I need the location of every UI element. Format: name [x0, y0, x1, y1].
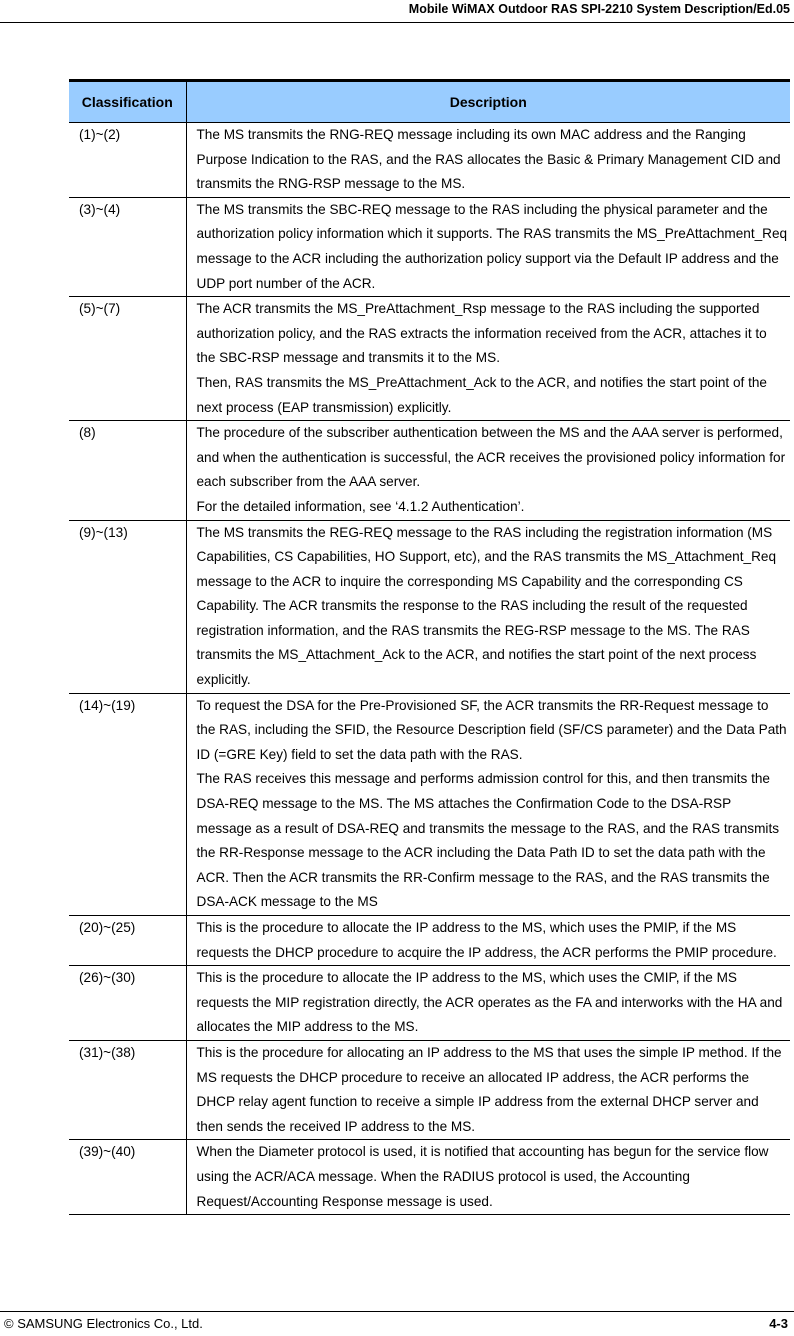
- table-row: [69, 421, 790, 520]
- row-description: This is the procedure to allocate the IP address to the MS, which uses the CMIP, if the MS requests the MIP registration directly, the ACR operates as the FA and interworks with the HA and allocates the MIP address to the MS.: [186, 966, 790, 1041]
- table-row: [69, 520, 790, 693]
- table-row: [69, 693, 790, 915]
- row-classification: (31)~(38): [69, 1040, 186, 1139]
- footer-copyright: © SAMSUNG Electronics Co., Ltd.: [4, 1316, 203, 1331]
- footer-divider: [0, 1311, 794, 1312]
- row-description: The ACR transmits the MS_PreAttachment_Rsp message to the RAS including the supported authorization policy, and the RAS extracts the information received from the ACR, attaches it to the SBC-RSP message and transmits it to the MS. Then, RAS transmits the MS_PreAttachment_Ack to the ACR, and notifies the start point of the next process (EAP transmission) explicitly.: [186, 297, 790, 421]
- row-description: The MS transmits the SBC-REQ message to the RAS including the physical parameter and the authorization policy information which it supports. The RAS transmits the MS_PreAttachment_Req message to the ACR including the authorization policy support via the Default IP address and the UDP port number of the ACR.: [186, 197, 790, 296]
- procedure-description-table: [69, 79, 790, 1215]
- row-description: When the Diameter protocol is used, it is notified that accounting has begun for the service flow using the ACR/ACA message. When the RADIUS protocol is used, the Accounting Request/Accounting Response message is used.: [186, 1140, 790, 1215]
- row-description: This is the procedure to allocate the IP address to the MS, which uses the PMIP, if the MS requests the DHCP procedure to acquire the IP address, the ACR performs the PMIP procedure.: [186, 916, 790, 966]
- row-description: The MS transmits the RNG-REQ message including its own MAC address and the Ranging Purpose Indication to the RAS, and the RAS allocates the Basic & Primary Management CID and transmits the RNG-RSP message to the MS.: [186, 123, 790, 198]
- table-row: [69, 123, 790, 198]
- row-classification: (20)~(25): [69, 916, 186, 966]
- table-row: [69, 1140, 790, 1215]
- document-header-title: Mobile WiMAX Outdoor RAS SPI-2210 System Description/Ed.05: [408, 2, 790, 16]
- column-header-classification: Classification: [69, 81, 186, 123]
- footer-page-number: 4-3: [769, 1316, 788, 1331]
- row-classification: (3)~(4): [69, 197, 186, 296]
- table-row: [69, 197, 790, 296]
- row-classification: (5)~(7): [69, 297, 186, 421]
- row-classification: (8): [69, 421, 186, 520]
- row-description: The MS transmits the REG-REQ message to the RAS including the registration information (MS Capabilities, CS Capabilities, HO Support, etc), and the RAS transmits the MS_Attachment_Req message to the ACR to inquire the corresponding MS Capability and the corresponding CS Capability. The ACR transmits the response to the RAS including the result of the requested registration information, and the RAS transmits the REG-RSP message to the MS. The RAS transmits the MS_Attachment_Ack to the ACR, and notifies the start point of the next process explicitly.: [186, 520, 790, 693]
- table-row: [69, 966, 790, 1041]
- table-header-row: [69, 81, 790, 123]
- table-row: [69, 297, 790, 421]
- row-classification: (39)~(40): [69, 1140, 186, 1215]
- table-body: [69, 123, 790, 1215]
- row-classification: (14)~(19): [69, 693, 186, 915]
- row-description: This is the procedure for allocating an IP address to the MS that uses the simple IP method. If the MS requests the DHCP procedure to receive an allocated IP address, the ACR performs the DHCP relay agent function to receive a simple IP address from the external DHCP server and then sends the received IP address to the MS.: [186, 1040, 790, 1139]
- row-classification: (9)~(13): [69, 520, 186, 693]
- row-classification: (1)~(2): [69, 123, 186, 198]
- row-description: To request the DSA for the Pre-Provisioned SF, the ACR transmits the RR-Request message to the RAS, including the SFID, the Resource Description field (SF/CS parameter) and the Data Path ID (=GRE Key) field to set the data path with the RAS. The RAS receives this message and performs admission control for this, and then transmits the DSA-REQ message to the MS. The MS attaches the Confirmation Code to the DSA-RSP message as a result of DSA-REQ and transmits the message to the RAS, and the RAS transmits the RR-Response message to the ACR including the Data Path ID to set the data path with the ACR. Then the ACR transmits the RR-Confirm message to the RAS, and the RAS transmits the DSA-ACK message to the MS: [186, 693, 790, 915]
- row-description: The procedure of the subscriber authentication between the MS and the AAA server is performed, and when the authentication is successful, the ACR receives the provisioned policy information for each subscriber from the AAA server. For the detailed information, see ‘4.1.2 Authentication’.: [186, 421, 790, 520]
- table-row: [69, 916, 790, 966]
- row-classification: (26)~(30): [69, 966, 186, 1041]
- column-header-description: Description: [186, 81, 790, 123]
- header-divider: [0, 22, 794, 23]
- table-row: [69, 1040, 790, 1139]
